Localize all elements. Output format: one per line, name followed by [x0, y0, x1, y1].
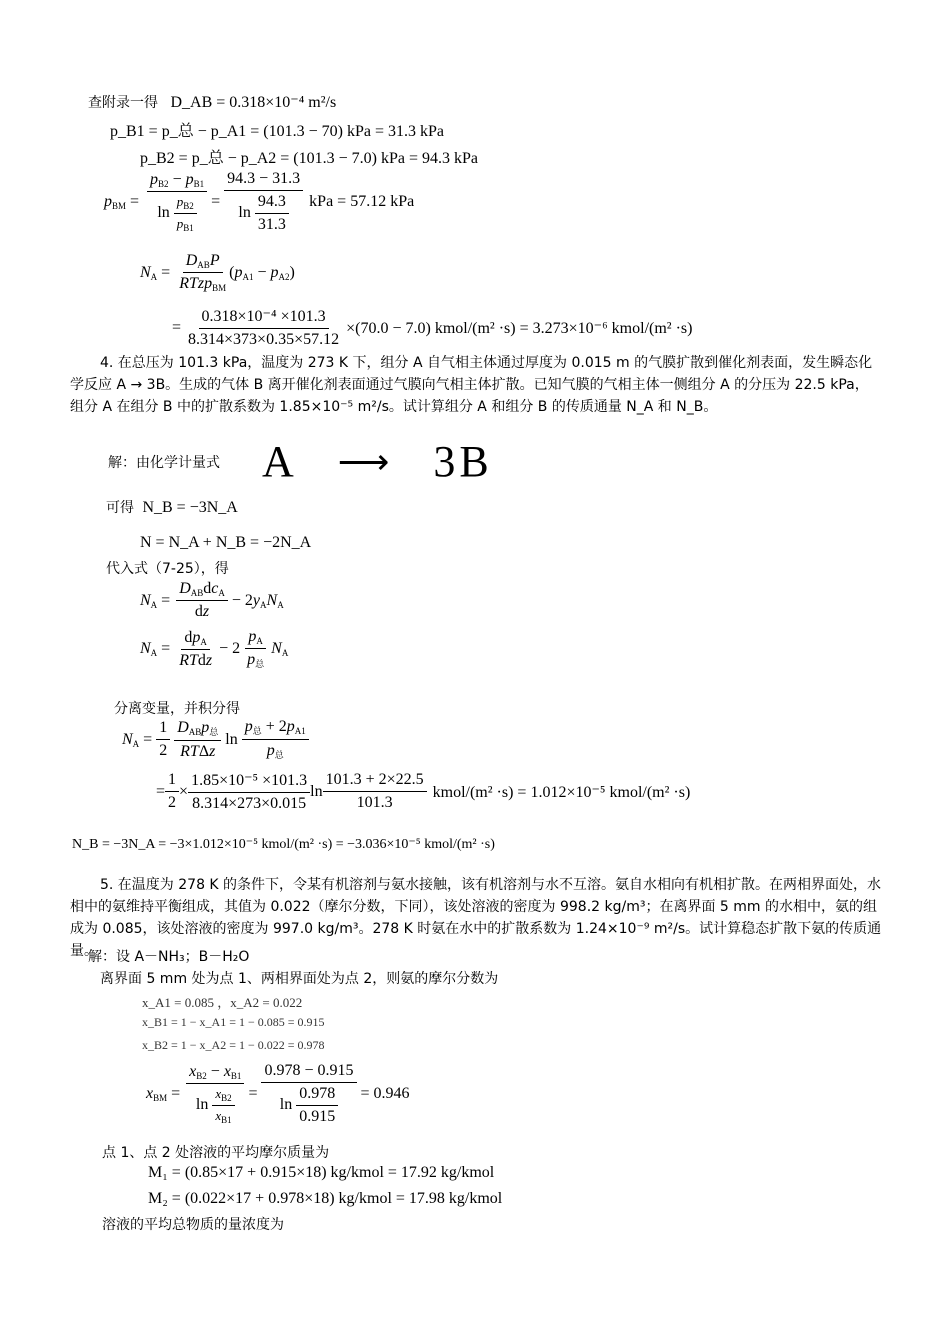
xbm-equation: $x_{BM}$ = $x_{B2} - x_{B1}$ ln $\frac{x_{B2}}{x_{B1}}$ = 0.978 − 0.915 ln $\frac{0.978}{0.915}$ = 0.946	[146, 1062, 410, 1125]
integrated-calculation: = $\frac{1}{2}$ × $\frac{\text{1.85×10⁻⁵ ×101.3}}{8.314\times 273\times 0.015}$ ln $\frac{101.3 + 2\times 22.5}{101.3}$ kmol/(m² ·s) = 1.012×10⁻⁵ kmol/(m² ·s)	[156, 771, 691, 812]
flux-equation-1: $N_A$ = $\frac{D_{AB}dc_A}{dz}$ − $2y_AN_A$	[140, 580, 284, 620]
pb1-equation: p_B1 = p_总 − p_A1 = (101.3 − 70) kPa = 31.3 kPa	[110, 123, 445, 140]
na-calculation: = $\frac{\text{0.318×10⁻⁴ ×101.3}}{8.314\times 373\times 0.35\times 57.12}$ ×(70.0 − 7.0) kmol/(m² ·s) = 3.273×10⁻⁶ kmol/(m² ·s)	[172, 308, 693, 348]
m2-equation: M₂ = (0.022×17 + 0.978×18) kg/kmol = 17.98 kg/kmol	[148, 1190, 503, 1207]
pb2-equation: p_B2 = p_总 − p_A2 = (101.3 − 7.0) kPa = 94.3 kPa	[140, 150, 479, 167]
question-4-text: 4. 在总压为 101.3 kPa，温度为 273 K 下，组分 A 自气相主体通过厚度为 0.015 m 的气膜扩散到催化剂表面，发生瞬态化学反应 A → 3B。生成的气体 B 离开催化剂表面通过气膜向气相主体扩散。已知气膜的气相主体一侧组分 A 的分压为 22.5 kPa，组分 A 在组分 B 中的扩散系数为 1.85×10⁻⁵ m²/s。试计算组分 A 和组分 B 的传质通量 N_A 和 N_B。	[70, 355, 873, 415]
xa-values: x_A1 = 0.085 ，x_A2 = 0.022	[142, 995, 303, 1010]
flux-equation-2: $N_A$ = $\frac{dp_A}{\text{RTdz}}$ − 2 $\frac{p_A}{p_总}$ $N_A$	[140, 628, 289, 669]
average-mass-line: 点 1、点 2 处溶液的平均摩尔质量为	[102, 1145, 330, 1161]
substitute-line: 代入式（7-25），得	[106, 561, 229, 577]
points-definition: 离界面 5 mm 处为点 1、两相界面处为点 2，则氨的摩尔分数为	[100, 971, 499, 987]
m1-equation: M₁ = (0.85×17 + 0.915×18) kg/kmol = 17.92 kg/kmol	[148, 1164, 495, 1181]
q5-solution: 解：设 A－NH₃；B－H₂O	[88, 949, 250, 965]
nb-result: N_B = −3N_A = −3×1.012×10⁻⁵ kmol/(m² ·s) = −3.036×10⁻⁵ kmol/(m² ·s)	[72, 837, 495, 852]
xb1-value: x_B1 = 1 − x_A1 = 1 − 0.085 = 0.915	[142, 1015, 325, 1029]
integrated-formula: $N_A$ = $\frac{1}{2}$ $\frac{D_{AB}p_总}{\text{RTΔz}}$ ln $\frac{p_总 + 2p_{A1}}{p_总}$	[122, 718, 309, 761]
reaction-product: 3B	[433, 437, 493, 486]
xb2-value: x_B2 = 1 − x_A2 = 1 − 0.022 = 0.978	[142, 1038, 325, 1052]
diffusivity-value: D_AB = 0.318×10⁻⁴ m²/s	[170, 94, 337, 111]
question-5-text: 5. 在温度为 278 K 的条件下，令某有机溶剂与氨水接触，该有机溶剂与水不互溶。氨自水相向有机相扩散。在两相界面处，水相中的氨维持平衡组成，其值为 0.022（摩尔分数，下同），该处溶液的密度为 998.2 kg/m³；在离界面 5 mm 的水相中，氨的组成为 0.085，该处溶液的密度为 997.0 kg/m³。278 K 时氨在水中的扩散系数为 1.24×10⁻⁹ m²/s。试计算稳态扩散下氨的传质通量。	[70, 877, 882, 959]
reaction-equation	[262, 436, 493, 487]
pbm-equation: $p_{BM}$ = $p_{B2} - p_{B1}$ ln $\frac{p_{B2}}{p_{B1}}$ = 94.3 − 31.3 ln $\frac{94.3}{31.3}$ kPa = 57.12 kPa	[104, 170, 415, 233]
na-formula: $N_A$ = $\frac{D_{AB}P}{RTzp_{BM}}$ $(p_{A1} - p_{A2})$	[140, 252, 295, 293]
reaction-reactant: A	[262, 437, 298, 486]
obtain-line: 可得 N_B = −3N_A	[106, 499, 238, 516]
reaction-arrow: ⟶	[337, 441, 394, 482]
concentration-line: 溶液的平均总物质的量浓度为	[102, 1217, 284, 1233]
total-flux-relation: N = N_A + N_B = −2N_A	[140, 534, 312, 551]
q4-solution-intro: 解：由化学计量式	[108, 455, 220, 471]
separate-line: 分离变量，并积分得	[114, 701, 240, 717]
lookup-text: 查附录一得 D_AB = 0.318×10⁻⁴ m²/s	[88, 94, 337, 111]
